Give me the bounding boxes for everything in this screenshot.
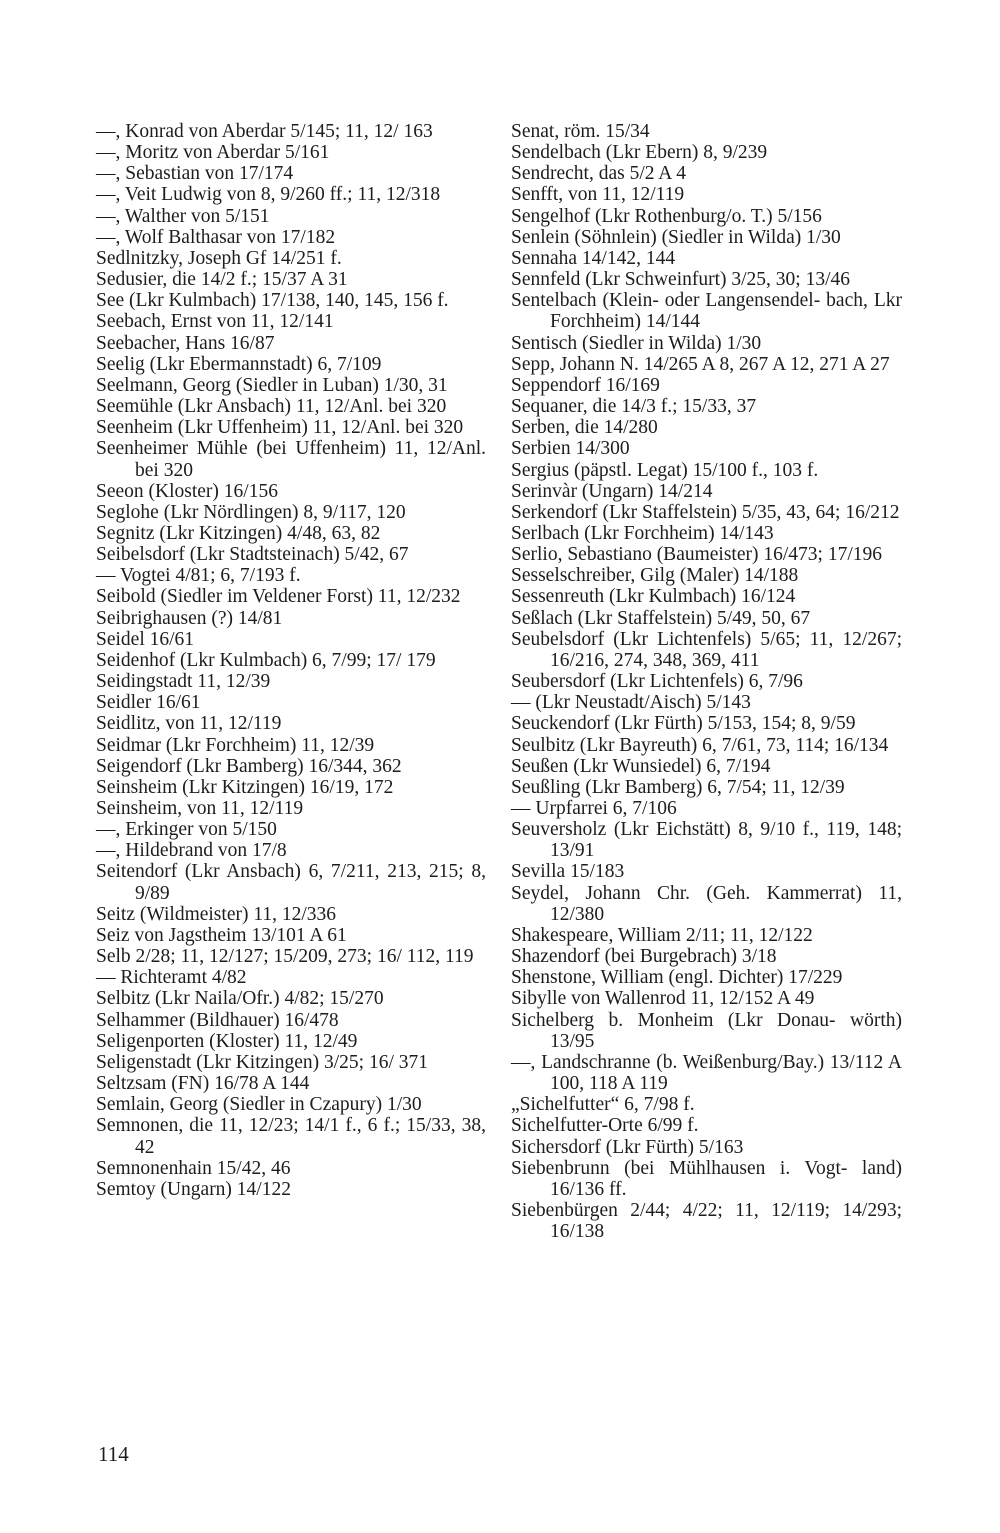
index-entry: Sessenreuth (Lkr Kulmbach) 16/124: [511, 586, 796, 608]
index-entry: Seidmar (Lkr Forchheim) 11, 12/39: [96, 734, 375, 756]
index-entry: Seibold (Siedler im Veldener Forst) 11, 12/232: [96, 586, 461, 608]
index-column-left: [96, 121, 486, 1200]
index-entry: Seligenporten (Kloster) 11, 12/49: [96, 1030, 358, 1052]
index-entry: See (Lkr Kulmbach) 17/138, 140, 145, 156 f.: [96, 290, 449, 312]
index-entry: Seenheim (Lkr Uffenheim) 11, 12/Anl. bei 320: [96, 417, 464, 439]
index-entry: —, Landschranne (b. Weißenburg/Bay.) 13/112 A 100, 118 A 119: [511, 1051, 902, 1095]
index-entry: Siebenbrunn (bei Mühlhausen i. Vogt- land) 16/136 ff.: [511, 1157, 902, 1200]
index-entry: Seltzsam (FN) 16/78 A 144: [96, 1073, 310, 1095]
index-entry: Serinvàr (Ungarn) 14/214: [511, 480, 713, 502]
index-entry: Seppendorf 16/169: [511, 374, 660, 396]
index-entry: —, Sebastian von 17/174: [96, 163, 294, 185]
index-entry: Sentisch (Siedler in Wilda) 1/30: [511, 332, 762, 354]
index-entry: Seidlitz, von 11, 12/119: [96, 713, 282, 735]
index-entry: Sevilla 15/183: [511, 861, 625, 883]
index-entry: Sennfeld (Lkr Schweinfurt) 3/25, 30; 13/46: [511, 269, 851, 291]
index-entry: Sesselschreiber, Gilg (Maler) 14/188: [511, 565, 799, 587]
index-entry: Sichelfutter-Orte 6/99 f.: [511, 1115, 699, 1137]
index-entry: Seuversholz (Lkr Eichstätt) 8, 9/10 f., 119, 148; 13/91: [511, 819, 902, 862]
index-entry: Seigendorf (Lkr Bamberg) 16/344, 362: [96, 755, 402, 777]
index-entry: Senlein (Söhnlein) (Siedler in Wilda) 1/30: [511, 226, 841, 248]
index-entry: — Urpfarrei 6, 7/106: [511, 798, 677, 819]
index-entry: Semnonen, die 11, 12/23; 14/1 f., 6 f.; 15/33, 38, 42: [96, 1115, 486, 1158]
index-entry: Serbien 14/300: [511, 438, 630, 460]
index-entry: Sergius (päpstl. Legat) 15/100 f., 103 f.: [511, 459, 819, 481]
page-number: 114: [98, 1442, 129, 1466]
index-entry: Selbitz (Lkr Naila/Ofr.) 4/82; 15/270: [96, 988, 384, 1010]
index-entry: Sichersdorf (Lkr Fürth) 5/163: [511, 1136, 744, 1158]
index-entry: Seibelsdorf (Lkr Stadtsteinach) 5/42, 67: [96, 544, 409, 566]
index-entry: Seubelsdorf (Lkr Lichtenfels) 5/65; 11, 12/267; 16/216, 274, 348, 369, 411: [511, 628, 902, 671]
index-entry: Selhammer (Bildhauer) 16/478: [96, 1009, 339, 1031]
index-entry: Seinsheim, von 11, 12/119: [96, 798, 304, 819]
index-entry: Semtoy (Ungarn) 14/122: [96, 1178, 291, 1200]
index-entry: Seußling (Lkr Bamberg) 6, 7/54; 11, 12/39: [511, 776, 845, 798]
index-entry: Seidler 16/61: [96, 692, 201, 714]
index-column-right: [511, 121, 902, 1242]
index-entry: —, Wolf Balthasar von 17/182: [96, 226, 336, 248]
index-entry: Sibylle von Wallenrod 11, 12/152 A 49: [511, 988, 815, 1010]
index-entry: Seitendorf (Lkr Ansbach) 6, 7/211, 213, 215; 8, 9/89: [96, 861, 486, 904]
index-entry: Sengelhof (Lkr Rothenburg/o. T.) 5/156: [511, 205, 822, 227]
index-entry: Seelmann, Georg (Siedler in Luban) 1/30, 31: [96, 374, 448, 396]
index-entry: Seligenstadt (Lkr Kitzingen) 3/25; 16/ 371: [96, 1051, 428, 1073]
index-entry: Seeon (Kloster) 16/156: [96, 480, 278, 502]
index-entry: Seglohe (Lkr Nördlingen) 8, 9/117, 120: [96, 501, 406, 523]
index-entry: —, Walther von 5/151: [96, 205, 270, 227]
index-entry: Seßlach (Lkr Staffelstein) 5/49, 50, 67: [511, 607, 811, 629]
index-entry: —, Hildebrand von 17/8: [96, 840, 287, 862]
index-entry: Seitz (Wildmeister) 11, 12/336: [96, 903, 337, 925]
index-entry: — (Lkr Neustadt/Aisch) 5/143: [511, 692, 751, 714]
index-entry: Selb 2/28; 11, 12/127; 15/209, 273; 16/ 112, 119: [96, 946, 474, 968]
index-entry: —, Moritz von Aberdar 5/161: [96, 142, 330, 164]
index-entry: — Vogtei 4/81; 6, 7/193 f.: [96, 565, 301, 587]
index-entry: Sichelberg b. Monheim (Lkr Donau- wörth) 13/95: [511, 1009, 902, 1052]
index-entry: Seenheimer Mühle (bei Uffenheim) 11, 12/Anl. bei 320: [96, 438, 486, 481]
index-entry: Seelig (Lkr Ebermannstadt) 6, 7/109: [96, 353, 382, 375]
index-entry: Seemühle (Lkr Ansbach) 11, 12/Anl. bei 320: [96, 396, 447, 418]
index-entry: Seibrighausen (?) 14/81: [96, 607, 283, 629]
index-entry: Seiz von Jagstheim 13/101 A 61: [96, 924, 347, 946]
index-entry: Seubersdorf (Lkr Lichtenfels) 6, 7/96: [511, 671, 803, 693]
index-entry: Shenstone, William (engl. Dichter) 17/229: [511, 967, 843, 989]
index-entry: Sedusier, die 14/2 f.; 15/37 A 31: [96, 269, 348, 291]
index-entry: Segnitz (Lkr Kitzingen) 4/48, 63, 82: [96, 522, 381, 544]
index-entry: Shazendorf (bei Burgebrach) 3/18: [511, 946, 777, 968]
index-entry: Sentelbach (Klein- oder Langensendel- bach, Lkr Forchheim) 14/144: [511, 290, 902, 333]
index-entry: Sendelbach (Lkr Ebern) 8, 9/239: [511, 142, 768, 164]
index-entry: Shakespeare, William 2/11; 11, 12/122: [511, 924, 813, 946]
index-entry: Sepp, Johann N. 14/265 A 8, 267 A 12, 271 A 27: [511, 353, 890, 375]
index-entry: —, Erkinger von 5/150: [96, 819, 277, 841]
index-entry: — Richteramt 4/82: [96, 967, 247, 989]
index-entry: Seinsheim (Lkr Kitzingen) 16/19, 172: [96, 776, 394, 798]
index-entry: Seebacher, Hans 16/87: [96, 332, 275, 354]
index-entry: —, Veit Ludwig von 8, 9/260 ff.; 11, 12/318: [96, 184, 441, 206]
index-entry: Seußen (Lkr Wunsiedel) 6, 7/194: [511, 755, 771, 777]
index-entry: Serben, die 14/280: [511, 417, 658, 439]
index-entry: Sequaner, die 14/3 f.; 15/33, 37: [511, 396, 757, 418]
index-entry: Seidel 16/61: [96, 628, 195, 650]
index-entry: „Sichelfutter“ 6, 7/98 f.: [511, 1094, 695, 1116]
index-entry: Senat, röm. 15/34: [511, 121, 650, 142]
index-entry: Seuckendorf (Lkr Fürth) 5/153, 154; 8, 9/59: [511, 713, 856, 735]
index-entry: Serlbach (Lkr Forchheim) 14/143: [511, 522, 774, 544]
index-entry: Serlio, Sebastiano (Baumeister) 16/473; 17/196: [511, 544, 882, 566]
index-entry: Sennaha 14/142, 144: [511, 247, 676, 269]
index-entry: Seidingstadt 11, 12/39: [96, 671, 271, 693]
index-entry: Serkendorf (Lkr Staffelstein) 5/35, 43, 64; 16/212: [511, 501, 900, 523]
index-entry: Senfft, von 11, 12/119: [511, 184, 685, 206]
index-entry: Seydel, Johann Chr. (Geh. Kammerrat) 11, 12/380: [511, 882, 902, 925]
index-entry: Seidenhof (Lkr Kulmbach) 6, 7/99; 17/ 179: [96, 649, 436, 671]
index-entry: Semnonenhain 15/42, 46: [96, 1157, 291, 1179]
index-entry: Semlain, Georg (Siedler in Czapury) 1/30: [96, 1094, 422, 1116]
index-entry: Seulbitz (Lkr Bayreuth) 6, 7/61, 73, 114; 16/134: [511, 734, 889, 756]
index-entry: Sedlnitzky, Joseph Gf 14/251 f.: [96, 247, 342, 269]
index-entry: Sendrecht, das 5/2 A 4: [511, 163, 686, 185]
index-entry: Seebach, Ernst von 11, 12/141: [96, 311, 334, 333]
index-entry: —, Konrad von Aberdar 5/145; 11, 12/ 163: [96, 121, 433, 142]
index-entry: Siebenbürgen 2/44; 4/22; 11, 12/119; 14/293; 16/138: [511, 1199, 902, 1243]
